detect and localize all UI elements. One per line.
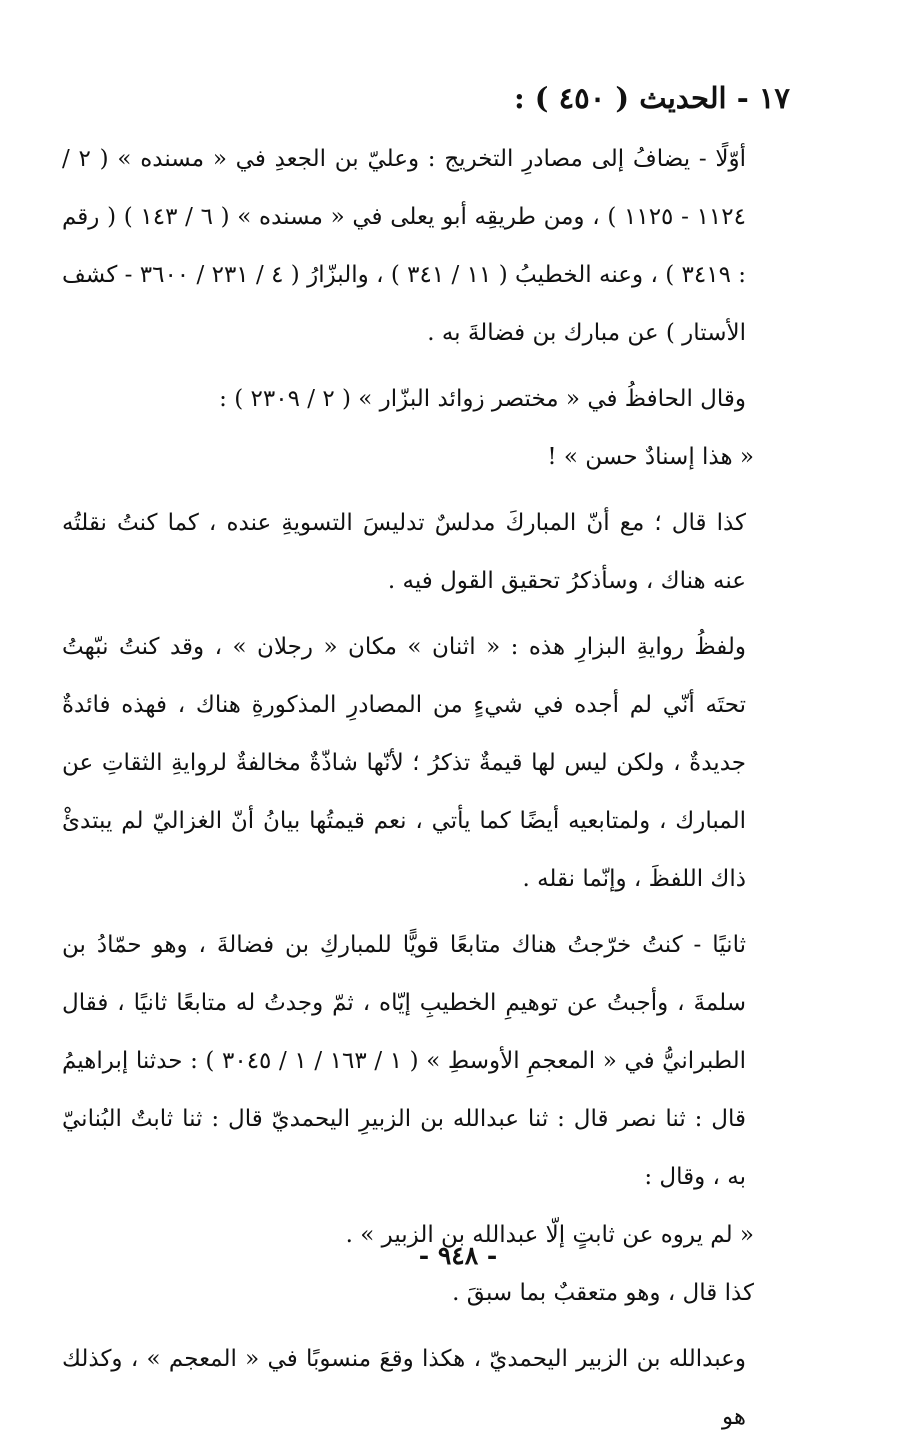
paragraph-quote-isnad-hasan: « هذا إسنادٌ حسن » ! <box>547 444 754 470</box>
paragraph-quote-lam-yarwih: « لم يروه عن ثابتٍ إلّا عبدالله بن الزبير » . <box>345 1222 754 1248</box>
spacer <box>62 610 790 618</box>
paragraph-mudallis-note: كذا قال ؛ مع أنّ المباركَ مدلسٌ تدليسَ التسويةِ عنده ، كما كنتُ نقلتُه عنه هناك ، وسأذكرُ تحقيق القول فيه . <box>62 510 746 594</box>
hadith-heading: ١٧ - الحديث ( ٤٥٠ ) : <box>513 81 790 115</box>
paragraph-takhrij-addition: أوّلًا - يضافُ إلى مصادرِ التخريج : وعليّ بن الجعدِ في « مسنده » ( ٢ / ١١٢٤ - ١١٢٥ ) ، ومن طريقِه أبو يعلى في « مسنده » ( ٦ / ١٤٣ ) ( رقم : ٣٤١٩ ) ، وعنه الخطيبُ ( ١١ / ٣٤١ ) ، والبزّارُ ( ٤ / ٢٣١ / ٣٦٠٠ - كشف الأستار ) عن مبارك بن فضالةَ به . <box>62 146 747 346</box>
paragraph-yahmadi-nisba: وعبدالله بن الزبير اليحمديّ ، هكذا وقعَ منسوبًا في « المعجم » ، وكذلك هو <box>62 1346 746 1430</box>
paragraph-kadha-qal: كذا قال ، وهو متعقبٌ بما سبقَ . <box>452 1280 754 1306</box>
spacer <box>62 362 790 370</box>
spacer <box>62 1322 790 1330</box>
spacer <box>62 486 790 494</box>
spacer <box>62 908 790 916</box>
paragraph-hafiz-quote-intro: وقال الحافظُ في « مختصر زوائد البزّار » ( ٢ / ٢٣٠٩ ) : <box>219 386 746 412</box>
paragraph-bazzar-wording: ولفظُ روايةِ البزارِ هذه : « اثنان » مكان « رجلان » ، وقد كنتُ نبّهتُ تحتَه أنّي لم أجده في شيءٍ من المصادرِ المذكورةِ هناك ، فهذه فائدةٌ جديدةٌ ، ولكن ليس لها قيمةٌ تذكرُ ؛ لأنّها شاذّةٌ مخالفةٌ لروايةِ الثقاتِ عن المبارك ، ولمتابعيه أيضًا كما يأتي ، نعم قيمتُها بيانُ أنّ الغزاليّ لم يبتدئْ ذاك اللفظَ ، وإنّما نقله . <box>62 634 746 892</box>
page-number: - ٩٤٨ - <box>418 1241 498 1270</box>
paragraph-second-mutabi: ثانيًا - كنتُ خرّجتُ هناك متابعًا قويًّا للمباركِ بن فضالةَ ، وهو حمّادُ بن سلمةَ ، وأجبتُ عن توهيمِ الخطيبِ إيّاه ، ثمّ وجدتُ له متابعًا ثانيًا ، فقال الطبرانيُّ في « المعجمِ الأوسطِ » ( ١ / ١٦٣ / ١ / ٣٠٤٥ ) : حدثنا إبراهيمُ قال : ثنا نصر قال : ثنا عبدالله بن الزبيرِ اليحمديّ قال : ثنا ثابتٌ البُنانيّ به ، وقال : <box>62 932 747 1190</box>
